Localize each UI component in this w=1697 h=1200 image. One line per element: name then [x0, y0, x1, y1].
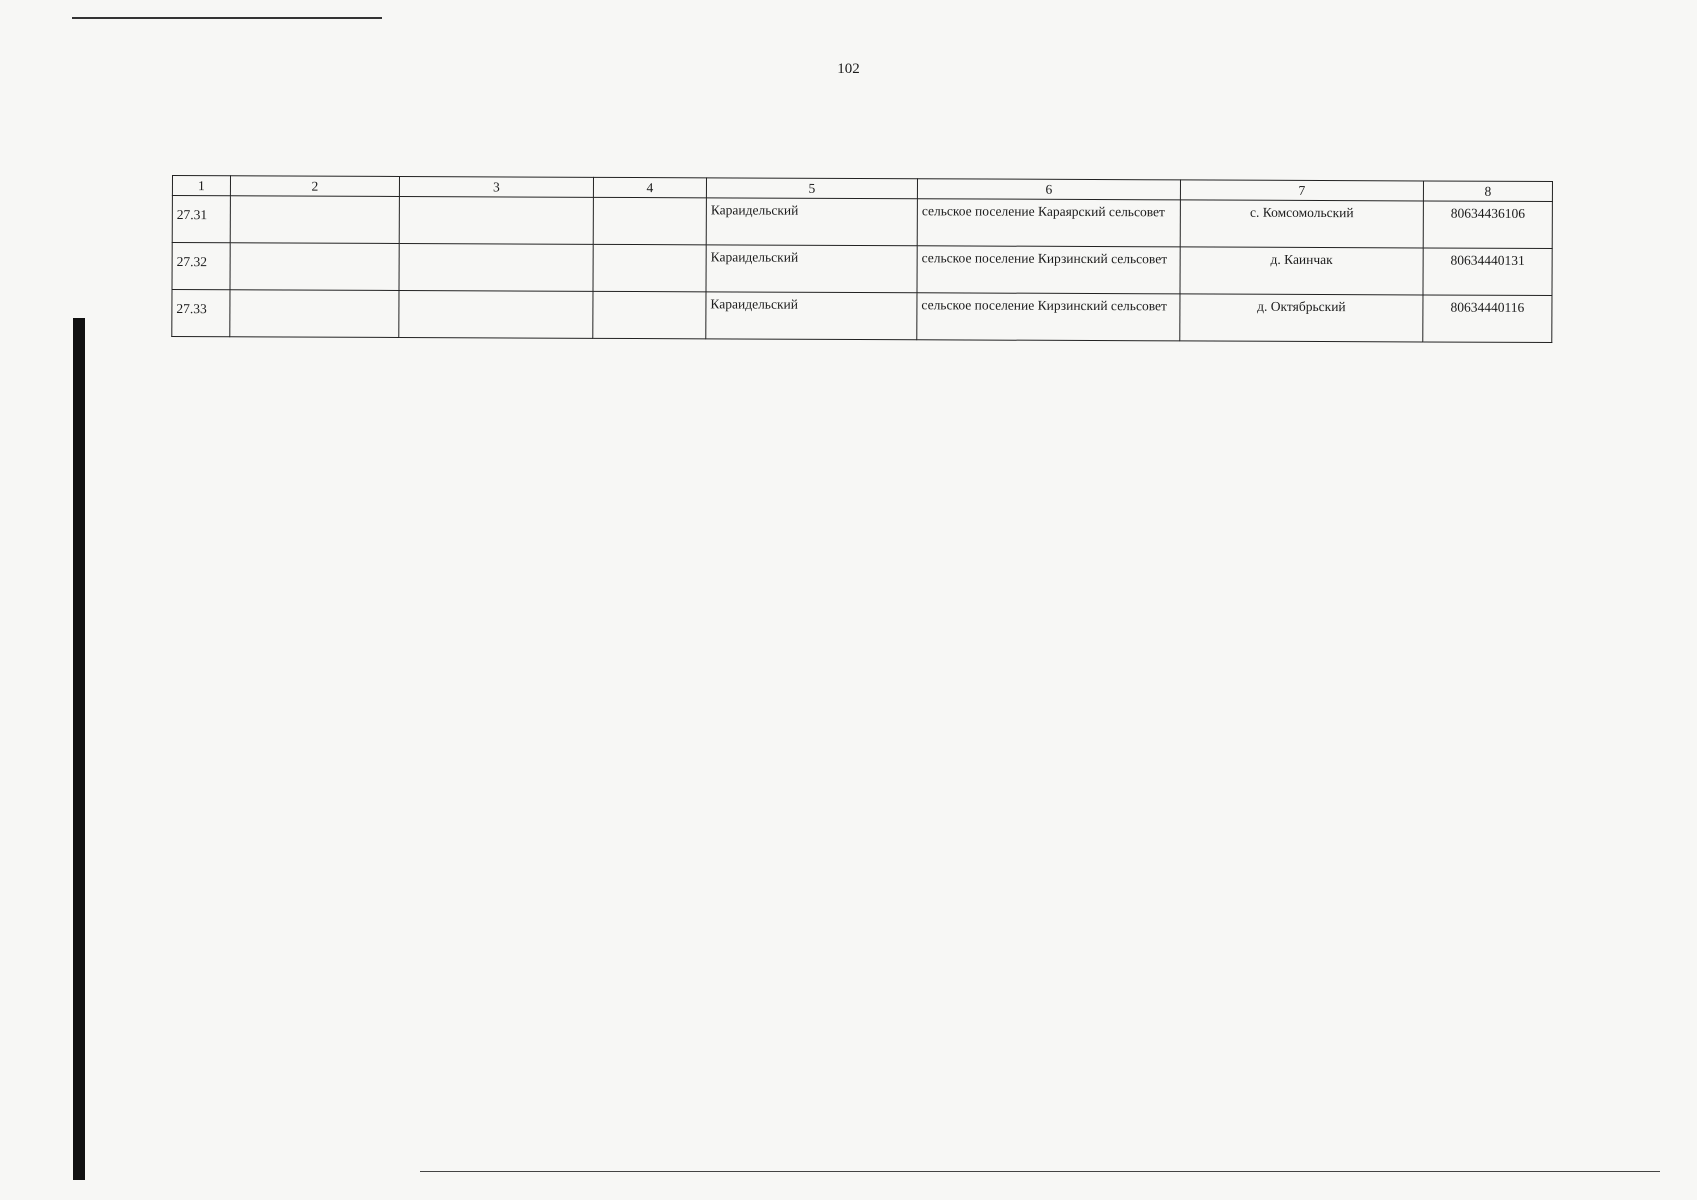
- scan-left-bar: [73, 318, 85, 1180]
- column-header: 2: [230, 176, 399, 197]
- district-cell: Караидельский: [706, 292, 917, 340]
- table-row: [172, 243, 1552, 296]
- column-header: 8: [1423, 181, 1552, 202]
- oktmo-code-cell: 80634440131: [1423, 248, 1552, 296]
- empty-cell-col2: [230, 196, 399, 244]
- table-row: [172, 196, 1552, 249]
- table-body: [172, 196, 1553, 343]
- settlement-cell: сельское поселение Караярский сельсовет: [917, 199, 1180, 247]
- row-number-cell: 27.32: [172, 243, 230, 290]
- locality-cell: д. Каинчак: [1180, 247, 1423, 295]
- column-header: 5: [706, 178, 917, 199]
- settlement-cell: сельское поселение Кирзинский сельсовет: [917, 246, 1180, 294]
- empty-cell-col2: [230, 243, 399, 291]
- settlements-table: [171, 175, 1553, 343]
- column-header: 3: [399, 176, 593, 197]
- empty-cell-col4: [593, 197, 706, 244]
- row-number-cell: 27.31: [172, 196, 230, 243]
- row-number-cell: 27.33: [172, 290, 230, 337]
- column-header: 4: [593, 177, 706, 197]
- district-cell: Караидельский: [706, 198, 917, 246]
- column-header: 7: [1180, 180, 1423, 201]
- locality-cell: с. Комсомольский: [1180, 200, 1423, 248]
- empty-cell-col3: [399, 196, 593, 244]
- oktmo-code-cell: 80634436106: [1423, 201, 1552, 249]
- district-cell: Караидельский: [706, 245, 917, 293]
- scan-top-line: [72, 17, 382, 19]
- empty-cell-col4: [593, 291, 706, 338]
- empty-cell-col3: [399, 243, 593, 291]
- page-number: 102: [837, 61, 860, 77]
- empty-cell-col3: [399, 290, 593, 338]
- column-header: 6: [917, 179, 1180, 200]
- locality-cell: д. Октябрьский: [1180, 294, 1423, 342]
- scan-bottom-line: [420, 1171, 1660, 1172]
- oktmo-code-cell: 80634440116: [1423, 295, 1552, 343]
- settlement-cell: сельское поселение Кирзинский сельсовет: [917, 293, 1180, 341]
- table-row: [172, 290, 1552, 343]
- empty-cell-col4: [593, 244, 706, 291]
- empty-cell-col2: [230, 290, 399, 338]
- column-header: 1: [172, 176, 230, 196]
- settlements-table-container: [172, 175, 1552, 337]
